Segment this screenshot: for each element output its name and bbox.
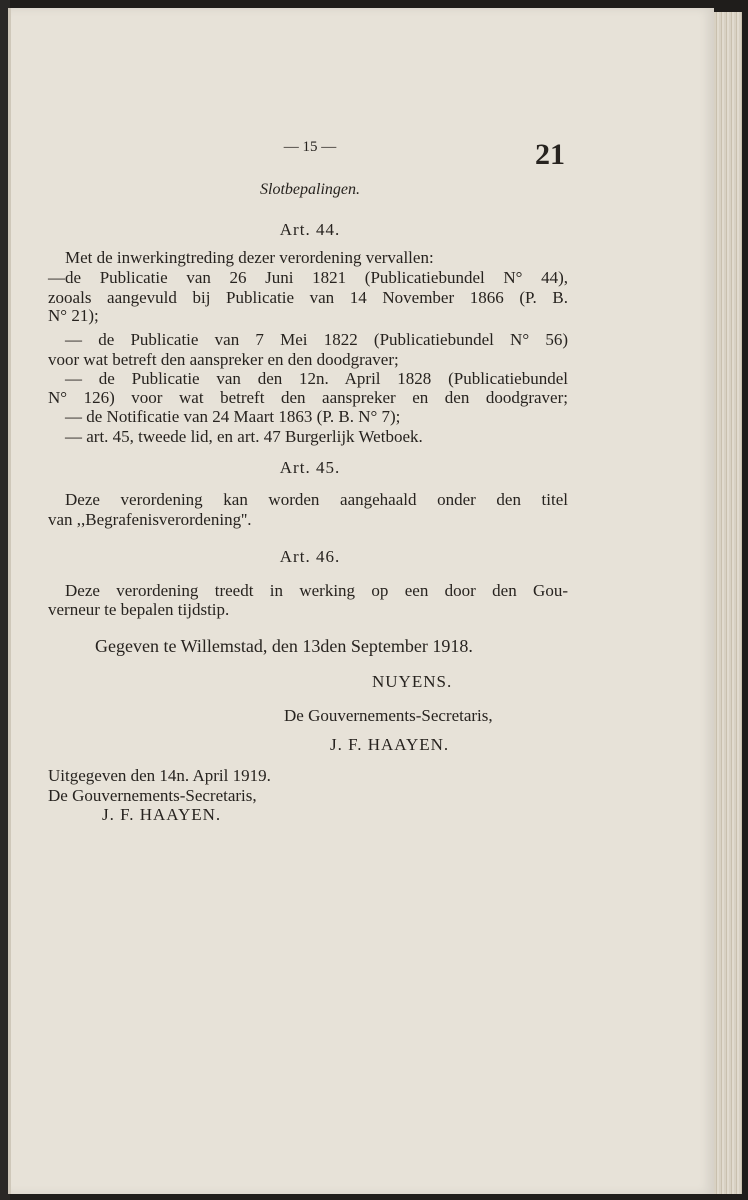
article-44-line: N° 21); (48, 306, 99, 325)
article-45-heading: Art. 45. (279, 458, 341, 477)
page-gutter (8, 8, 11, 1194)
article-46-line: verneur te bepalen tijdstip. (48, 600, 230, 619)
article-44-heading: Art. 44. (279, 220, 341, 239)
article-44-line: voor wat betreft den aanspreker en den doodgraver; (48, 350, 399, 369)
article-44-line: — de Notificatie van 24 Maart 1863 (P. B. N° 7); (65, 407, 401, 426)
given-at-line: Gegeven te Willemstad, den 13den September 1918. (95, 636, 473, 656)
page-number: — 15 — (283, 139, 337, 155)
article-45-line: Deze verordening kan worden aangehaald onder den titel (65, 490, 568, 509)
publication-issued: Uitgegeven den 14n. April 1919. (48, 766, 271, 785)
secretary-title: De Gouvernements-Secretaris, (284, 706, 493, 725)
article-44-line: N° 126) voor wat betreft den aanspreker en den doodgraver; (48, 388, 568, 407)
publication-name: J. F. HAAYEN. (102, 805, 222, 824)
article-45-line: van ,,Begrafenisverordening''. (48, 510, 252, 529)
article-44-line: zooals aangevuld bij Publicatie van 14 November 1866 (P. B. (48, 288, 568, 307)
page-edges (714, 12, 742, 1194)
article-44-line: — art. 45, tweede lid, en art. 47 Burgerlijk Wetboek. (65, 427, 423, 446)
article-44-line: Met de inwerkingtreding dezer verordening vervallen: (65, 248, 434, 267)
article-44-line: — de Publicatie van 7 Mei 1822 (Publicatiebundel N° 56) (65, 330, 568, 349)
governor-name: NUYENS. (372, 672, 453, 691)
article-44-line: —de Publicatie van 26 Juni 1821 (Publicatiebundel N° 44), (48, 268, 568, 287)
article-46-heading: Art. 46. (279, 547, 341, 566)
secretary-name: J. F. HAAYEN. (330, 735, 450, 754)
article-46-line: Deze verordening treedt in werking op een door den Gou- (65, 581, 568, 600)
section-heading: Slotbepalingen. (260, 181, 360, 198)
leaf-number: 21 (535, 138, 565, 171)
publication-title: De Gouvernements-Secretaris, (48, 786, 257, 805)
article-44-line: — de Publicatie van den 12n. April 1828 (Publicatiebundel (65, 369, 568, 388)
